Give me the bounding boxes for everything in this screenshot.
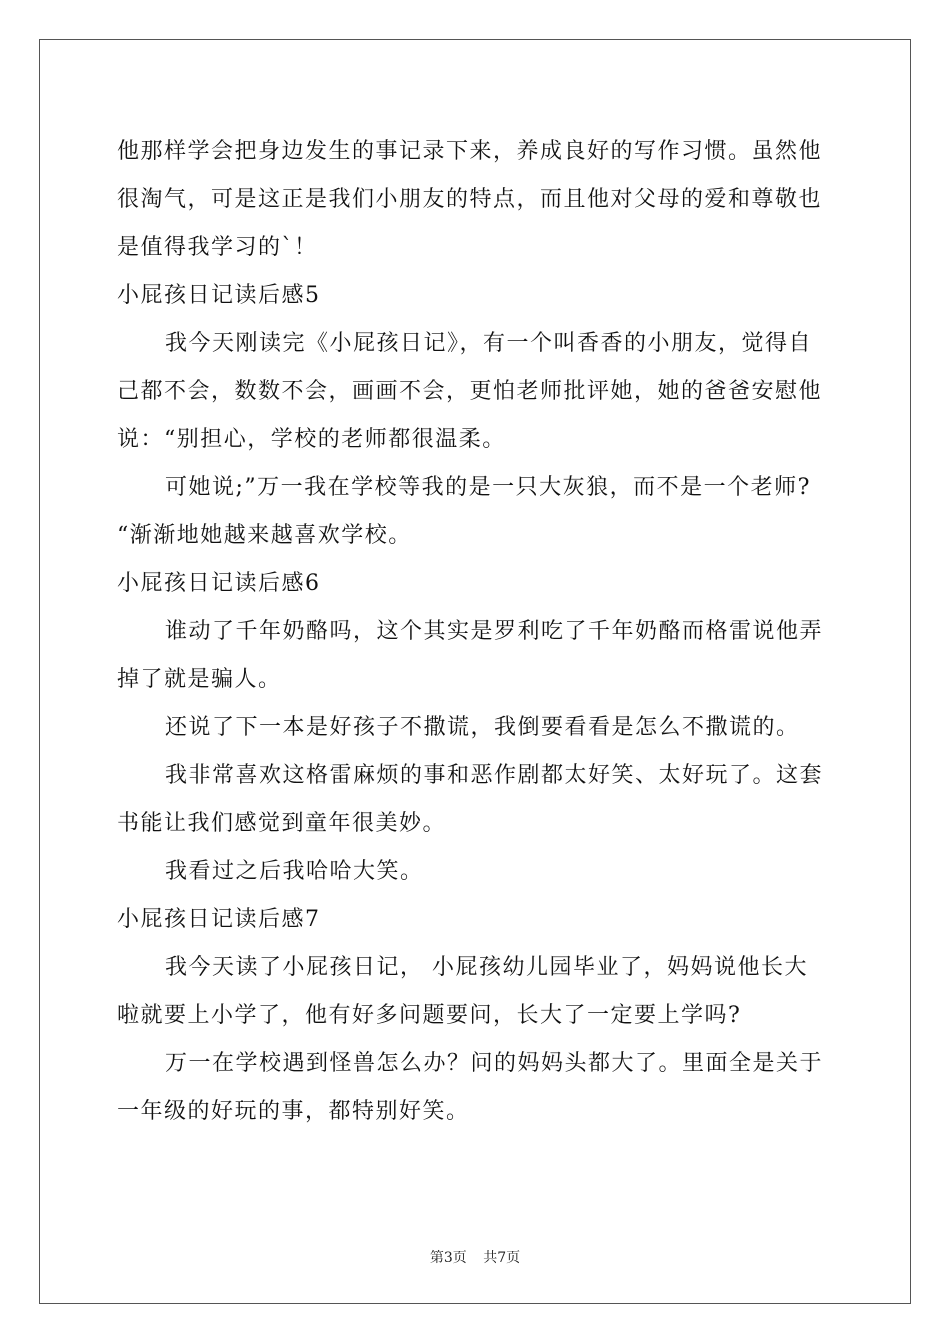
paragraph <box>117 848 833 896</box>
text-line: 我非常喜欢这格雷麻烦的事和恶作剧都太好笑、太好玩了。这套 <box>165 763 824 788</box>
text-line: 我今天读了小屁孩日记， 小屁孩幼儿园毕业了，妈妈说他长大 <box>165 955 808 980</box>
text-line: “渐渐地她越来越喜欢学校。 <box>117 523 412 548</box>
page-footer <box>0 1247 950 1267</box>
paragraph <box>117 752 833 848</box>
page-total: 共7页 <box>483 1250 521 1266</box>
paragraph <box>117 464 833 560</box>
text-line: 掉了就是骗人。 <box>117 667 282 692</box>
text-line: 书能让我们感觉到童年很美妙。 <box>117 811 447 836</box>
text-line: 我今天刚读完《小屁孩日记》，有一个叫香香的小朋友，觉得自 <box>165 331 813 356</box>
text-line: 谁动了千年奶酪吗，这个其实是罗利吃了千年奶酪而格雷说他弄 <box>165 619 824 644</box>
paragraph <box>117 944 833 1040</box>
paragraph <box>117 608 833 704</box>
text-line: 很淘气，可是这正是我们小朋友的特点，而且他对父母的爱和尊敬也 <box>117 187 823 212</box>
text-line: 一年级的好玩的事，都特别好笑。 <box>117 1099 470 1124</box>
page-number: 第3页 <box>429 1250 467 1266</box>
text-line: 万一在学校遇到怪兽怎么办？问的妈妈头都大了。里面全是关于 <box>165 1051 824 1076</box>
text-line: 己都不会，数数不会，画画不会，更怕老师批评她，她的爸爸安慰他 <box>117 379 823 404</box>
section-heading: 小屁孩日记读后感7 <box>117 907 321 932</box>
text-line: 啦就要上小学了，他有好多问题要问，长大了一定要上学吗? <box>117 1003 742 1028</box>
paragraph <box>117 128 833 272</box>
paragraph <box>117 704 833 752</box>
document-body <box>117 128 833 1136</box>
paragraph <box>117 1040 833 1136</box>
section-heading: 小屁孩日记读后感6 <box>117 571 321 596</box>
section-heading: 小屁孩日记读后感5 <box>117 283 321 308</box>
text-line: 他那样学会把身边发生的事记录下来，养成良好的写作习惯。虽然他 <box>117 139 823 164</box>
text-line: 是值得我学习的`！ <box>117 235 318 260</box>
text-line: 还说了下一本是好孩子不撒谎，我倒要看看是怎么不撒谎的。 <box>165 715 800 740</box>
text-line: 可她说;”万一我在学校等我的是一只大灰狼，而不是一个老师? <box>165 475 811 500</box>
paragraph <box>117 320 833 464</box>
text-line: 说：“别担心，学校的老师都很温柔。 <box>117 427 506 452</box>
text-line: 我看过之后我哈哈大笑。 <box>165 859 424 884</box>
